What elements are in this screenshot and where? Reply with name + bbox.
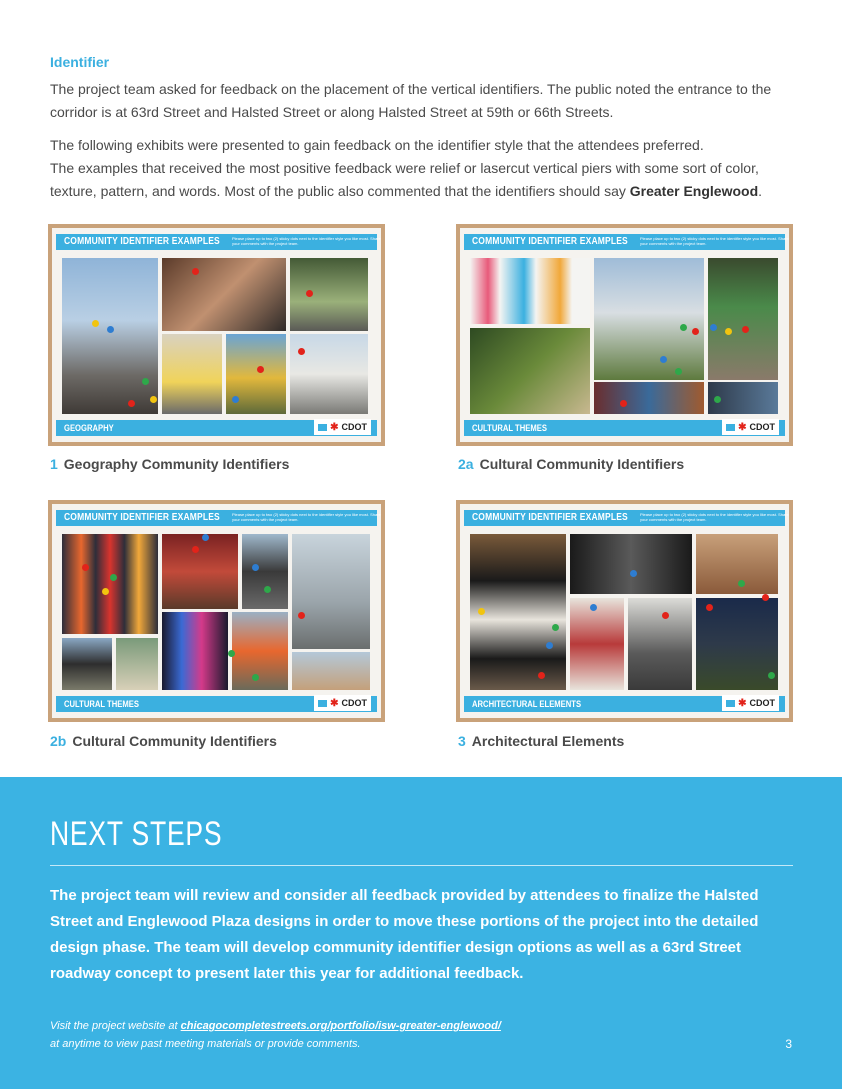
photo-red-signs <box>570 598 624 690</box>
page-number: 3 <box>785 1037 792 1051</box>
photo-plaza-sign <box>292 652 370 690</box>
photo-collage <box>162 258 286 331</box>
board-header <box>464 510 789 526</box>
greater-englewood-emphasis: Greater Englewood <box>629 183 759 199</box>
photo-sign-wall <box>290 258 368 331</box>
board-instructions: Please place up to two (2) sticky dots next to the identifier style you like most. Share your comments with the project team. <box>640 512 789 522</box>
exhibit-caption-3: 3 Architectural Elements <box>458 733 625 749</box>
next-steps-body: The project team will review and consider all feedback provided by attendees to finalize the Halsted Street and Englewood Plaza designs in order to move these portions of the project into the detailed design phase. The team will develop community identifier design options as well as a 63rd Street roadway concept to present later this year for additional feedback. <box>50 887 759 982</box>
divider <box>50 865 793 866</box>
photo-tall-tower <box>242 534 288 609</box>
photo-white-pylon <box>290 334 368 414</box>
exhibit-paragraph-line1: The following exhibits were presented to gain feedback on the identifier style that the attendees preferred. <box>50 137 704 153</box>
board-header <box>56 234 381 250</box>
exhibit-board-geography <box>48 224 385 446</box>
board-title: COMMUNITY IDENTIFIER EXAMPLES <box>472 236 628 247</box>
photo-cary-green <box>470 328 590 414</box>
board-category-label: CULTURAL THEMES <box>472 423 547 433</box>
board-category-label: ARCHITECTURAL ELEMENTS <box>472 699 582 709</box>
exhibit-board-architectural <box>456 500 793 722</box>
photo-kiosk <box>162 334 222 414</box>
photo-red-shelving <box>162 534 238 609</box>
photo-orange-pylons <box>62 534 158 634</box>
board-instructions: Please place up to two (2) sticky dots next to the identifier style you like most. Share your comments with the project team. <box>640 236 789 246</box>
photo-mosaic-posts <box>594 382 704 414</box>
cdot-logo: ✱ CDOT <box>722 695 779 711</box>
board-footer <box>56 696 377 712</box>
next-steps-title: NEXT STEPS <box>50 815 223 853</box>
cdot-logo: ✱ CDOT <box>314 695 371 711</box>
board-header <box>464 234 789 250</box>
board-category-label: GEOGRAPHY <box>64 423 114 433</box>
intro-paragraph: The project team asked for feedback on the placement of the vertical identifiers. The public noted the entrance to the corridor is at 63rd Street and Halsted Street or along Halsted Street at 59th or 66th Streets. <box>50 81 772 120</box>
exhibit-board-cultural-2b <box>48 500 385 722</box>
exhibit-caption-2a: 2a Cultural Community Identifiers <box>458 456 685 472</box>
board-title: COMMUNITY IDENTIFIER EXAMPLES <box>64 512 220 523</box>
project-website-link[interactable]: chicagocompletestreets.org/portfolio/isw-greater-englewood/ <box>180 1020 501 1032</box>
photo-tall-panel <box>116 638 158 690</box>
board-footer <box>464 420 785 436</box>
exhibit-board-cultural-2a <box>456 224 793 446</box>
board-instructions: Please place up to two (2) sticky dots next to the identifier style you like most. Share your comments with the project team. <box>232 236 381 246</box>
exhibit-caption-2b: 2b Cultural Community Identifiers <box>50 733 277 749</box>
board-category-label: CULTURAL THEMES <box>64 699 139 709</box>
photo-green-sign <box>708 258 778 380</box>
board-footer <box>464 696 785 712</box>
board-title: COMMUNITY IDENTIFIER EXAMPLES <box>64 236 220 247</box>
board-title: COMMUNITY IDENTIFIER EXAMPLES <box>472 512 628 523</box>
board-header <box>56 510 381 526</box>
photo-dark-monolith <box>62 638 112 690</box>
photo-plaza-pylon <box>292 534 370 649</box>
photo-art-sign <box>232 612 288 690</box>
photo-pier-street <box>62 258 158 414</box>
photo-cutout-panels <box>570 534 692 594</box>
photo-night-pylon <box>696 598 778 690</box>
exhibit-caption-1: 1 Geography Community Identifiers <box>50 456 290 472</box>
board-footer <box>56 420 377 436</box>
cdot-logo: ✱ CDOT <box>314 419 371 435</box>
website-note: Visit the project website at chicagocompletestreets.org/portfolio/isw-greater-englewood/ at anytime to view past meeting materials or provide comments. <box>50 1020 501 1050</box>
exhibit-paragraph: The following exhibits were presented to gain feedback on the identifier style that the attendees preferred. The examples that received the most positive feedback were relief or lasercut vertical piers with some sort of color, texture, pattern, and words. Most of the public also commented that the identifiers should say Greater Englewood. <box>50 137 763 199</box>
next-steps-panel <box>0 777 842 1089</box>
exhibit-paragraph-line2: The examples that received the most positive feedback were relief or lasercut vertical piers with some sort of color, texture, pattern, and words. Most of the public also commented that the identifiers should say <box>50 160 759 199</box>
photo-lit-columns <box>162 612 228 690</box>
cdot-logo: ✱ CDOT <box>722 419 779 435</box>
section-title: Identifier <box>50 54 110 70</box>
board-instructions: Please place up to two (2) sticky dots next to the identifier style you like most. Share your comments with the project team. <box>232 512 381 522</box>
photo-brick-tower <box>696 534 778 594</box>
photo-building <box>628 598 692 690</box>
photo-lasercut-pier <box>594 258 704 380</box>
photo-color-pylons <box>470 258 590 324</box>
